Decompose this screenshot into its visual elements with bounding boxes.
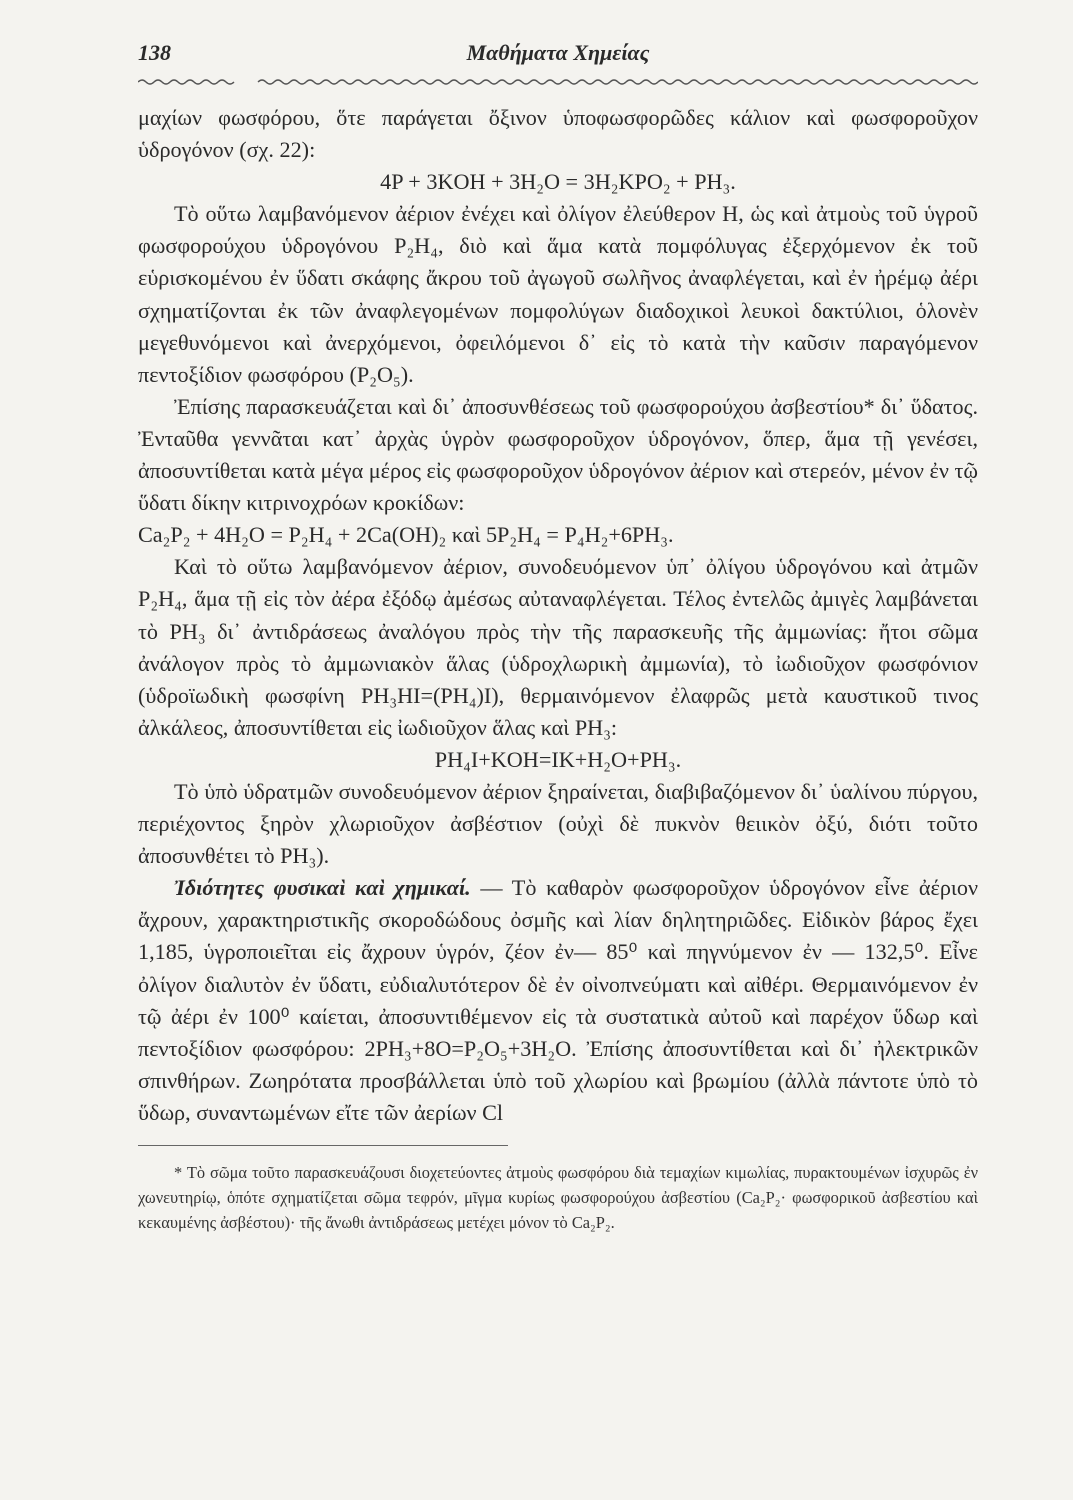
paragraph-2: Τὸ οὕτω λαμβανόμενον ἀέριον ἐνέχει καὶ ὀλίγον ἐλεύθερον H, ὡς καὶ ἀτμοὺς τοῦ ὑγροῦ φωσφορούχου ὑδρογόνου P₂H₄, διὸ καὶ ἅμα κατὰ πομφόλυγας ἐξερχόμενον ἐκ τοῦ εὑρισκομένου ἐν ὕδατι σκάφης ἄκρου τοῦ ἀγωγοῦ σωλῆνος ἀναφλέγεται, καὶ ἐν ἠρέμῳ ἀέρι σχηματίζονται ἐκ τῶν ἀναφλεγομένων πομφολύγων διαδοχικοὶ λευκοὶ δακτύλιοι, ὁλονὲν μεγεθυνόμενοι καὶ ἀνερχόμενοι, ὀφειλόμενοι δ᾽ εἰς τὸ κατὰ τὴν καῦσιν παραγόμενον πεντοξίδιον φωσφόρου (P₂O₅). (138, 201, 978, 387)
running-title: Μαθήματα Χημείας (466, 40, 650, 65)
equation-1: 4P + 3KOH + 3H₂O = 3H₂KPO₂ + PH₃. (380, 169, 736, 195)
page-number: 138 (138, 40, 171, 65)
paragraph-3: Ἐπίσης παρασκευάζεται καὶ δι᾽ ἀποσυνθέσεως τοῦ φωσφορούχου ἀσβεστίου* δι᾽ ὕδατος. Ἐνταῦθα γεννᾶται κατ᾽ ἀρχὰς ὑγρὸν φωσφοροῦχον ὑδρογόνον, ὅπερ, ἅμα τῇ γενέσει, ἀποσυντίθεται κατὰ μέγα μέρος εἰς φωσφοροῦχον ὑδρογόνον ἀέριον καὶ στερεόν, μένον ἐν τῷ ὕδατι δίκην κιτρινοχρόων κροκίδων: (138, 393, 978, 516)
header-wavy-rule (138, 76, 978, 90)
paragraph-4: Καὶ τὸ οὕτω λαμβανόμενον ἀέριον, συνοδευόμενον ὑπ᾽ ὀλίγου ὑδρογόνου καὶ ἀτμῶν P₂H₄, ἅμα τῇ εἰς τὸν ἀέρα ἐξόδῳ ἀμέσως αὐταναφλέγεται. Τέλος ἐντελῶς ἀμιγὲς λαμβάνεται τὸ PH₃ δι᾽ ἀντιδράσεως ἀναλόγου πρὸς τὴν τῆς παρασκευῆς τῆς ἀμμωνίας: ἤτοι σῶμα ἀνάλογον πρὸς τὸ ἀμμωνιακὸν ἅλας (ὑδροχλωρικὴ ἀμμωνία), τὸ ἰωδιοῦχον φωσφόνιον (ὑδροϊωδικὴ φωσφίνη PH₃HI=(PH₄)I), θερμαινόμενον ἐλαφρῶς μετὰ καυστικοῦ τινος ἀλκάλεος, ἀποσυντίθεται εἰς ἰωδιοῦχον ἅλας καὶ PH₃: (138, 554, 978, 740)
page-header (138, 40, 978, 76)
footnote: * Τὸ σῶμα τοῦτο παρασκευάζουσι διοχετεύοντες ἀτμοὺς φωσφόρου διὰ τεμαχίων κιμωλίας, πυρακτουμένων ἰσχυρῶς ἐν χωνευτηρίῳ, ὁπότε σχηματίζεται σῶμα τεφρόν, μῖγμα κυρίως φωσφορούχου ἀσβεστίου (Ca₂P₂· φωσφορικοῦ ἀσβεστίου καὶ κεκαυμένης ἀσβέστου)· τῆς ἄνωθι ἀντιδράσεως μετέχει μόνον τὸ Ca₂P₂. (138, 1163, 978, 1232)
paragraph-5: Τὸ ὑπὸ ὑδρατμῶν συνοδευόμενον ἀέριον ξηραίνεται, διαβιβαζόμενον δι᾽ ὑαλίνου πύργου, περιέχοντος ξηρὸν χλωριοῦχον ἀσβέστιον (οὐχὶ δὲ πυκνὸν θειικὸν ὀξύ, διότι τοῦτο ἀποσυνθέτει τὸ PH₃). (138, 778, 978, 869)
equation-3: PH₄I+KOH=IK+H₂O+PH₃. (434, 746, 682, 772)
paragraph-6 (138, 872, 978, 1129)
page (138, 40, 978, 1251)
paragraph-6-text: — Τὸ καθαρὸν φωσφοροῦχον ὑδρογόνον εἶνε ἀέριον ἄχρουν, χαρακτηριστικῆς σκοροδώδους ὀσμῆς καὶ λίαν δηλητηριῶδες. Εἰδικὸν βάρος ἔχει 1,185, ὑγροποιεῖται εἰς ἄχρουν ὑγρόν, ζέον ἐν— 85⁰ καὶ πηγνύμενον ἐν — 132,5⁰. Εἶνε ὀλίγον διαλυτὸν ἐν ὕδατι, εὐδιαλυτότερον δὲ ἐν οἰνοπνεύματι καὶ αἰθέρι. Θερμαινόμενον ἐν τῷ ἀέρι ἐν 100⁰ καίεται, ἀποσυντιθέμενον εἰς τὰ συστατικὰ αὐτοῦ καὶ παρέχον ὕδωρ καὶ πεντοξίδιον φωσφόρου: 2PH₃+8O=P₂O₅+3H₂O. Ἐπίσης ἀποσυντίθεται καὶ δι᾽ ἠλεκτρικῶν σπινθήρων. Ζωηρότατα προσβάλλεται ὑπὸ τοῦ χλωρίου καὶ βρωμίου (ἀλλὰ πάντοτε ὑπὸ τὸ ὕδωρ, συναντωμένων εἴτε τῶν ἀερίων Cl (138, 875, 978, 1125)
paragraph-1: μαχίων φωσφόρου, ὅτε παράγεται ὄξινον ὑποφωσφορῶδες κάλιον καὶ φωσφοροῦχον ὑδρογόνον (σχ. 22): (138, 105, 978, 163)
body-text (138, 102, 978, 1129)
section-heading: Ἰδιότητες φυσικαὶ καὶ χημικαί. (174, 875, 471, 901)
footnote-rule (138, 1145, 508, 1146)
equation-2: Ca₂P₂ + 4H₂O = P₂H₄ + 2Ca(OH)₂ καὶ 5P₂H₄ = P₄H₂+6PH₃. (138, 522, 674, 548)
